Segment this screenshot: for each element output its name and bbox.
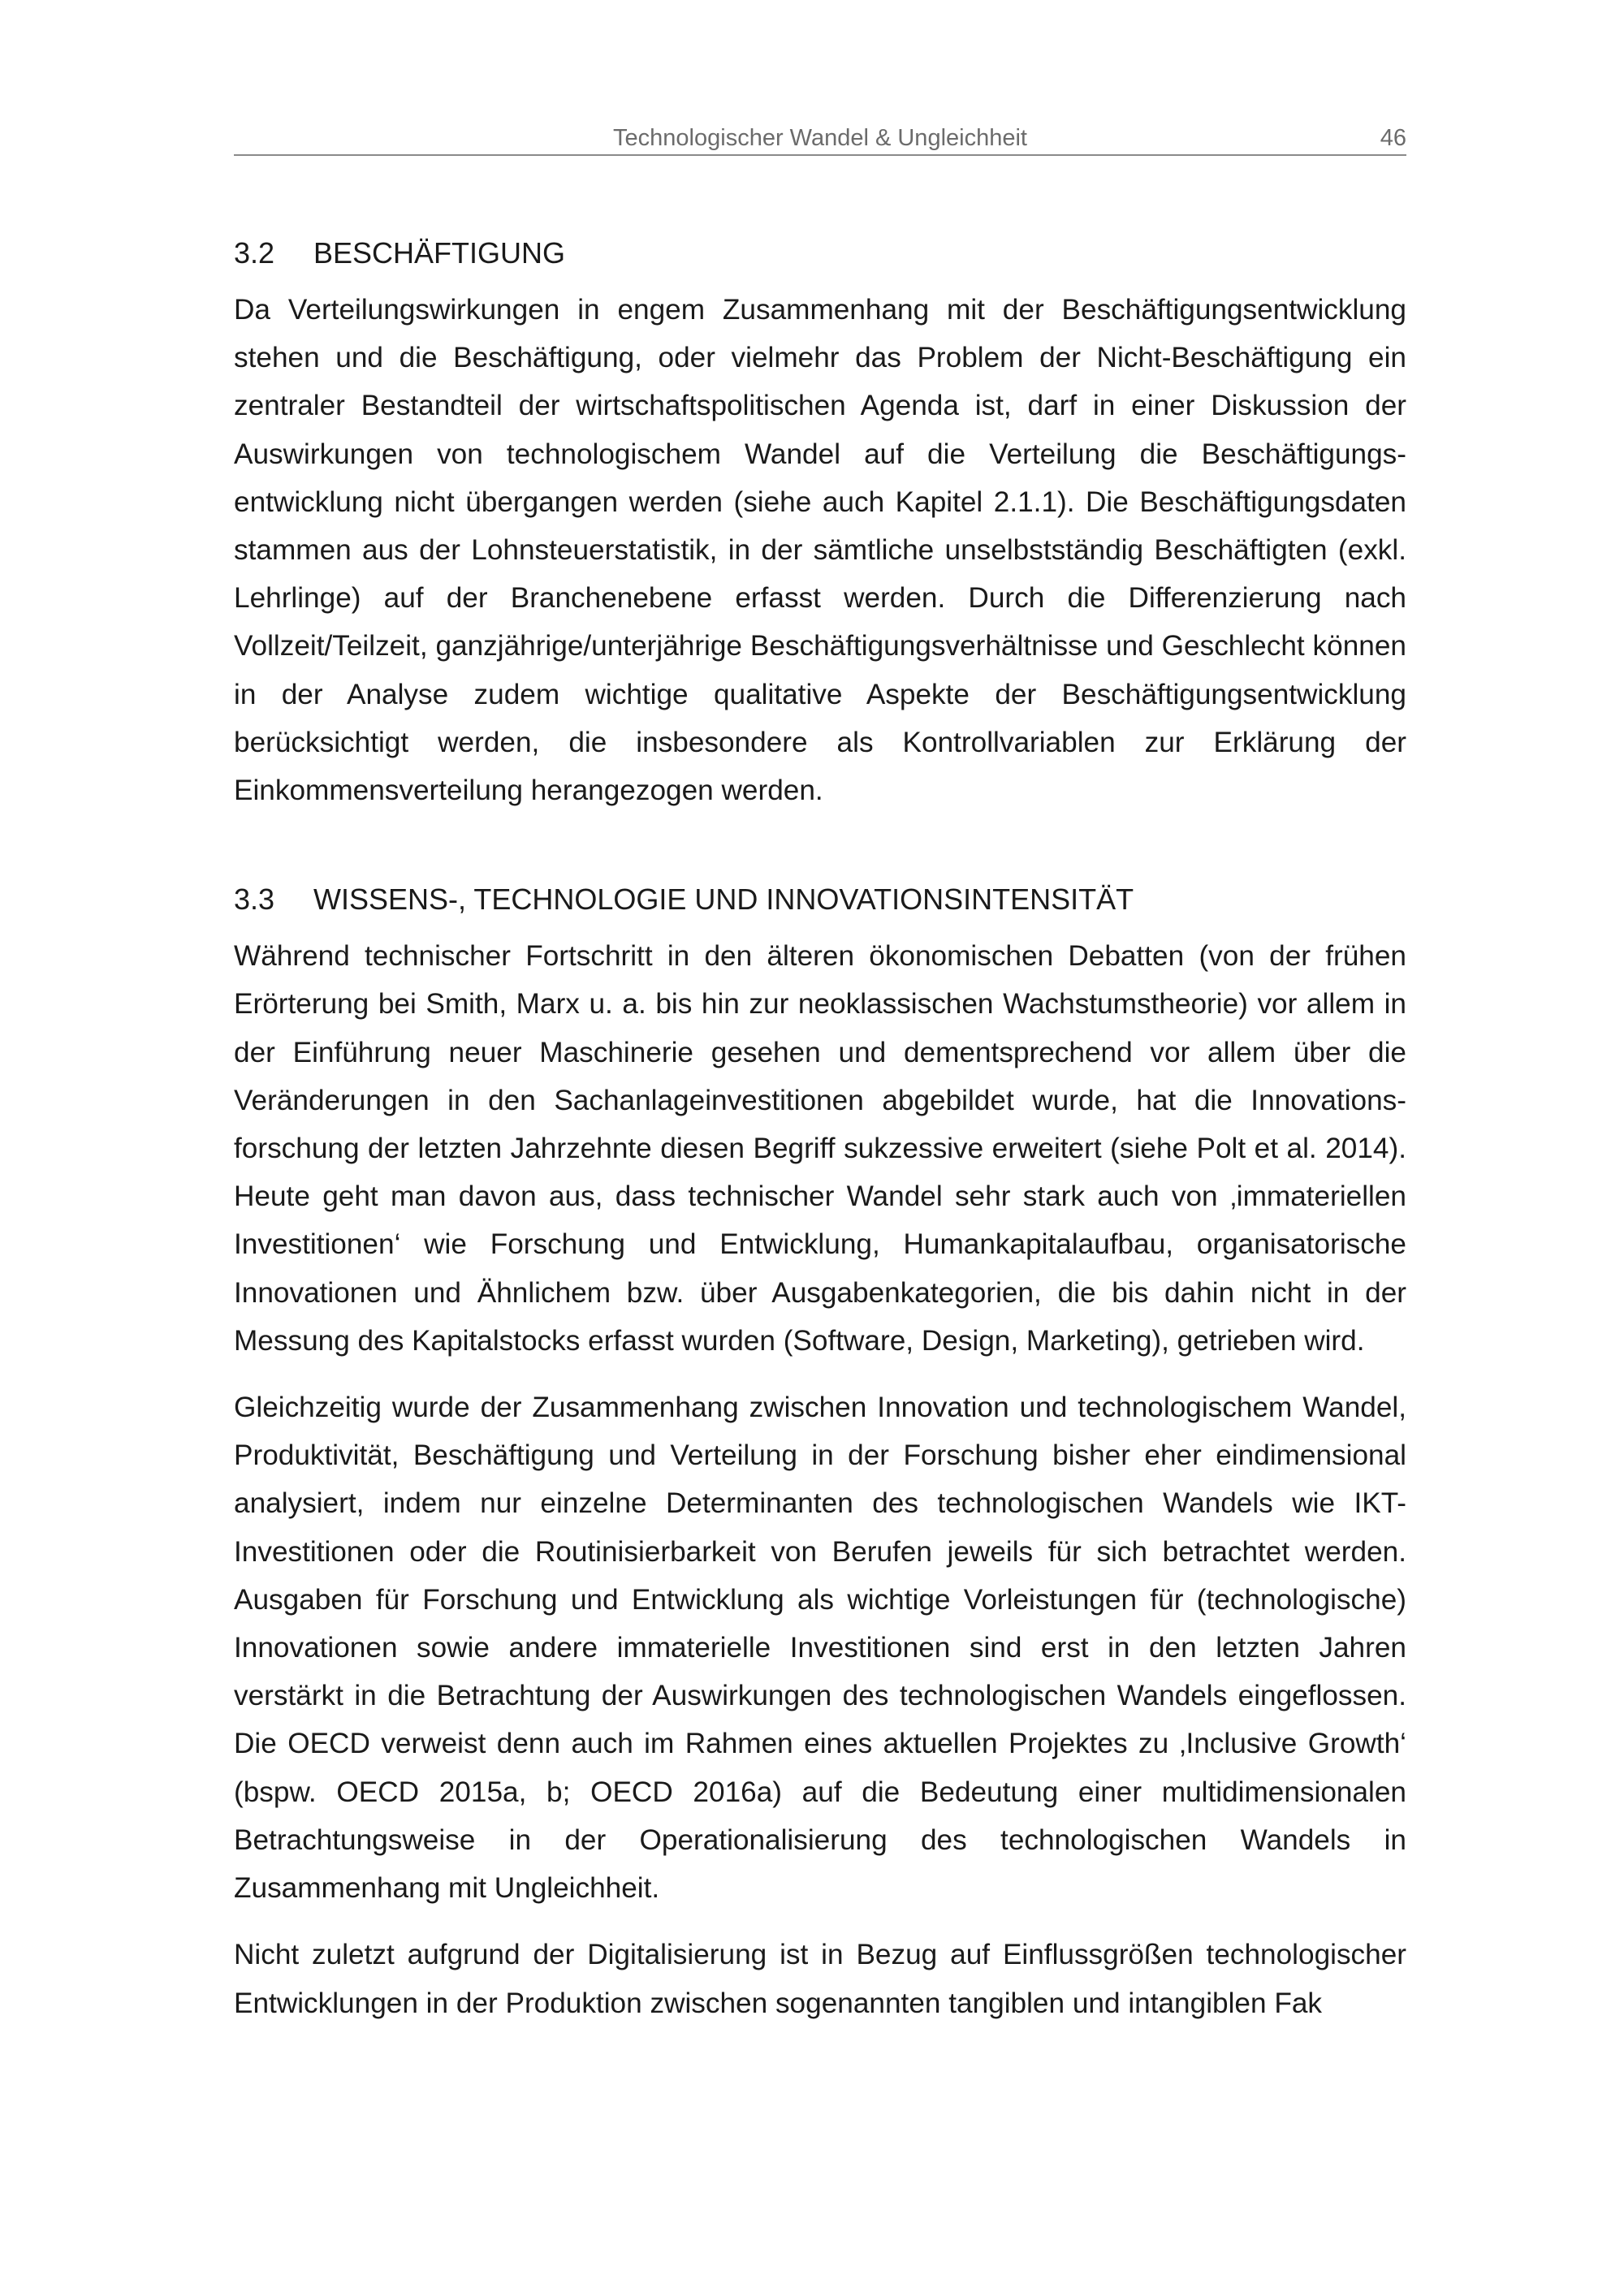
paragraph: Da Verteilungswirkungen in engem Zusammenhang mit der Beschäftigungsentwicklung stehen und die Beschäftigung, oder vielmehr das Problem der Nicht-Beschäftigung ein zentraler Bestandteil der wirtschaftspolitischen Agenda ist, darf in einer Diskussion der Auswirkungen von technologischem Wandel auf die Verteilung die Beschäftigungsentwicklung nicht übergangen werden (siehe auch Kapitel 2.1.1). Die Beschäftigungsdaten stammen aus der Lohnsteuerstatistik, in der sämtliche unselbstständig Beschäftigten (exkl. Lehrlinge) auf der Branchenebene erfasst werden. Durch die Differenzierung nach Vollzeit/Teilzeit, ganzjährige/unterjährige Beschäftigungsverhältnisse und Geschlecht können in der Analyse zudem wichtige qualitative Aspekte der Beschäftigungsentwicklung berücksichtigt werden, die insbesondere als Kontrollvariablen zur Erklärung der Einkommensverteilung herangezogen werden. <box>234 294 1406 807</box>
section-title: WISSENS-, TECHNOLOGIE UND INNOVATIONSINTENSITÄT <box>313 883 1134 917</box>
section-number: 3.3 <box>234 883 275 917</box>
running-title: Technologischer Wandel & Ungleichheit <box>613 125 1027 151</box>
section-spacer <box>234 833 1406 875</box>
paragraph: Nicht zuletzt aufgrund der Digitalisierung ist in Bezug auf Einflussgrößen technologischer Entwicklungen in der Produktion zwischen sogenannten tangiblen und intangiblen Fak <box>234 1939 1406 2019</box>
section-title: BESCHÄFTIGUNG <box>313 236 566 270</box>
paragraph: Gleichzeitig wurde der Zusammenhang zwischen Innovation und technologischem Wandel, Produktivität, Beschäftigung und Verteilung in der Forschung bisher eher eindimensional analysiert, indem nur einzelne Determinanten des technologischen Wandels wie IKT-Investitionen oder die Routinisierbarkeit von Berufen jeweils für sich betrachtet werden. Ausgaben für Forschung und Entwicklung als wichtige Vorleistungen für (technologische) Innovationen sowie andere immaterielle Investitionen sind erst in den letzten Jahren verstärkt in die Betrachtung der Auswirkungen des technologischen Wandels eingeflossen. Die OECD verweist denn auch im Rahmen eines aktuellen Projektes zu ‚Inclusive Growth‘ (bspw. OECD 2015a, b; OECD 2016a) auf die Bedeutung einer multidimensionalen Betrachtungsweise in der Operationalisierung des technologischen Wandels in Zusammenhang mit Ungleichheit. <box>234 1392 1406 1905</box>
page-header <box>234 122 1406 156</box>
section-heading <box>234 229 1406 278</box>
page-body <box>234 229 1406 2046</box>
section-heading <box>234 875 1406 924</box>
paragraph: Während technischer Fortschritt in den älteren ökonomischen Debatten (von der frühen Erörterung bei Smith, Marx u. a. bis hin zur neoklassischen Wachstumstheorie) vor allem in der Einführung neuer Maschinerie gesehen und dementsprechend vor allem über die Veränderungen in den Sachanlageinvestitionen abgebildet wurde, hat die Innovationsforschung der letzten Jahrzehnte diesen Begriff sukzessive erweitert (siehe Polt et al. 2014). Heute geht man davon aus, dass technischer Wandel sehr stark auch von ‚immateriellen Investitionen‘ wie Forschung und Entwicklung, Humankapitalaufbau, organisatorische Innovationen und Ähnlichem bzw. über Ausgabenkategorien, die bis dahin nicht in der Messung des Kapitalstocks erfasst wurden (Software, Design, Marketing), getrieben wird. <box>234 940 1406 1357</box>
section-number: 3.2 <box>234 236 275 270</box>
page-number: 46 <box>1380 125 1406 151</box>
